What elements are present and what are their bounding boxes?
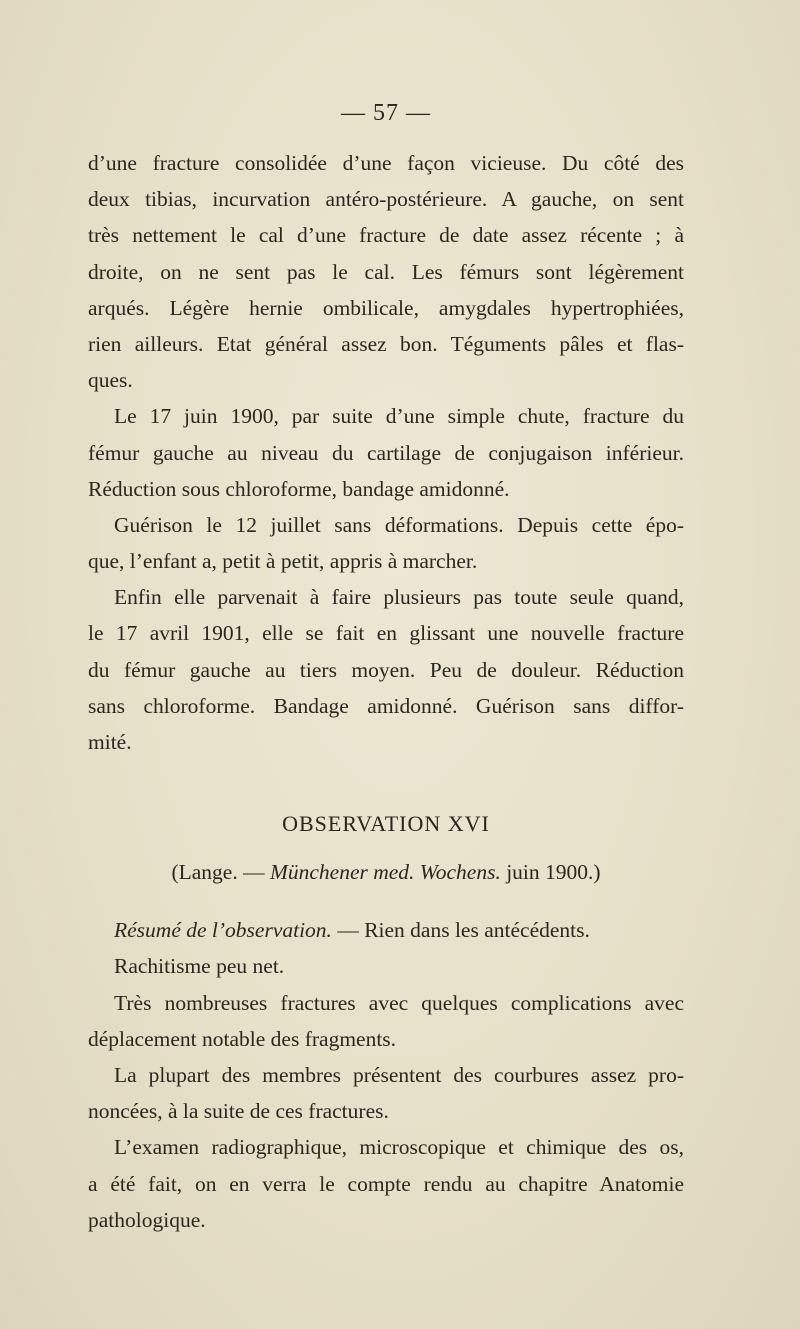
text-line: Rachitisme peu net. — [114, 954, 285, 979]
text-line: Réduction sous chloroforme, bandage amidonné. — [88, 476, 510, 501]
citation-journal: Münchener med. Wochens. — [269, 860, 501, 885]
text-line: très nettement le cal d’une fracture de date assez récente ; à — [88, 223, 684, 248]
text-line: sans chloroforme. Bandage amidonné. Guérison sans diffor- — [88, 693, 684, 718]
text-line: droite, on ne sent pas le cal. Les fémurs sont légèrement — [88, 259, 684, 284]
text-line: arqués. Légère hernie ombilicale, amygdales hypertrophiées, — [88, 295, 684, 320]
text-line: L’examen radiographique, microscopique et chimique des os, — [114, 1135, 684, 1160]
page-number: — 57 — — [341, 100, 431, 126]
paragraph-fracture-1900 — [88, 398, 684, 507]
text-line: fémur gauche au niveau du cartilage de conjugaison inférieur. — [88, 440, 684, 465]
paragraph-guerison — [88, 507, 684, 579]
observation-heading: OBSERVATION XVI — [282, 811, 490, 837]
text-line: rien ailleurs. Etat général assez bon. Téguments pâles et flas- — [88, 331, 684, 356]
book-page — [88, 100, 684, 1238]
resume-text: — Rien dans les antécédents. — [331, 918, 590, 943]
text-line: déplacement notable des fragments. — [88, 1026, 397, 1051]
text-line: pathologique. — [88, 1207, 206, 1232]
text-line: deux tibias, incurvation antéro-postérieure. A gauche, on sent — [88, 187, 684, 212]
citation — [88, 854, 684, 890]
citation-close: juin 1900.) — [500, 860, 601, 885]
text-line: le 17 avril 1901, elle se fait en glissant une nouvelle fracture — [88, 621, 684, 646]
text-line: d’une fracture consolidée d’une façon vicieuse. Du côté des — [88, 151, 684, 175]
resume-label: Résumé de l’observation. — [114, 918, 332, 943]
text-line: que, l’enfant a, petit à petit, appris à marcher. — [88, 549, 478, 574]
citation-open: (Lange. — — [171, 860, 270, 885]
paragraph-examen — [88, 1129, 684, 1238]
resume-line — [88, 912, 684, 948]
text-line: Très nombreuses fractures avec quelques complications avec — [114, 990, 684, 1015]
paragraph-membres — [88, 1057, 684, 1129]
text-line: Guérison le 12 juillet sans déformations. Depuis cette épo- — [114, 512, 684, 537]
text-line: mité. — [88, 730, 132, 754]
text-line: La plupart des membres présentent des courbures assez pro- — [114, 1062, 684, 1087]
paragraph-fractures — [88, 985, 684, 1057]
continuation-paragraph — [88, 145, 684, 398]
text-line: Enfin elle parvenait à faire plusieurs pas toute seule quand, — [114, 585, 684, 610]
text-line: du fémur gauche au tiers moyen. Peu de douleur. Réduction — [88, 657, 684, 682]
text-line: Le 17 juin 1900, par suite d’une simple chute, fracture du — [114, 404, 684, 429]
text-line: noncées, à la suite de ces fractures. — [88, 1099, 389, 1124]
paragraph-fracture-1901 — [88, 579, 684, 760]
text-line: a été fait, on en verra le compte rendu au chapitre Anatomie — [88, 1171, 684, 1196]
text-line: ques. — [88, 368, 133, 393]
